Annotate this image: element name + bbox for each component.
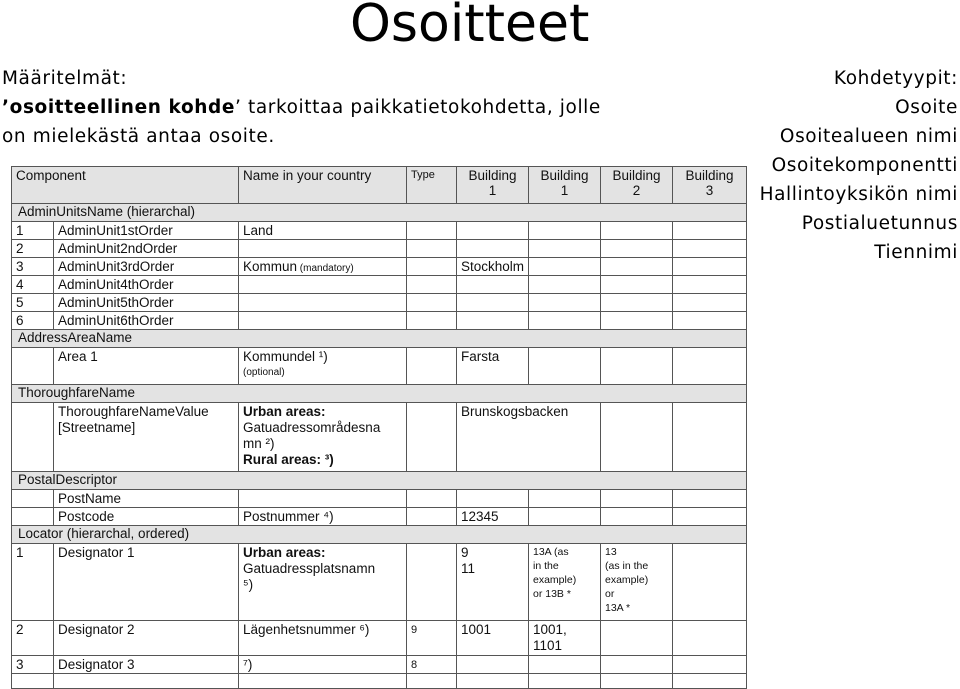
row-name: [239, 312, 407, 329]
table-row: [12, 403, 747, 472]
row-building-3: [673, 348, 747, 384]
address-components-table: [11, 166, 747, 689]
table-row: [12, 621, 747, 656]
row-name: [239, 674, 407, 688]
row-building-1b: [529, 312, 601, 329]
row-building-1a: [457, 276, 529, 293]
page-title: Osoitteet: [350, 0, 590, 54]
row-building-1b: [529, 240, 601, 257]
table-row: [12, 674, 747, 689]
row-component: Designator 1: [54, 544, 239, 620]
row-name-text: Gatuadressområdesna mn ²): [243, 420, 381, 451]
row-name: [239, 403, 407, 471]
row-building-2: [601, 276, 673, 293]
row-number: 1: [12, 544, 54, 620]
feature-types-label: Kohdetyypit:: [833, 68, 958, 89]
row-name: [239, 544, 407, 620]
feature-types-list: [738, 64, 958, 267]
definitions-label: Määritelmät:: [2, 68, 128, 89]
row-component: AdminUnit3rdOrder: [54, 258, 239, 275]
row-component: AdminUnit5thOrder: [54, 294, 239, 311]
header-type: Type: [407, 167, 457, 203]
row-building-3: [673, 656, 747, 673]
table-row: [12, 544, 747, 621]
row-building-2: [601, 656, 673, 673]
row-building-1b: [529, 348, 601, 384]
row-building-3: [673, 403, 747, 471]
row-number: [12, 508, 54, 525]
row-component: Designator 3: [54, 656, 239, 673]
row-name: [239, 490, 407, 507]
row-name-text: Kommun: [243, 259, 298, 274]
header-building-2: Building 2: [601, 167, 673, 203]
section-row-thoroughfare: [12, 385, 747, 403]
row-building-1a: [457, 656, 529, 673]
feature-type-item: Osoitealueen nimi: [779, 126, 958, 147]
row-building-2: [601, 490, 673, 507]
row-number: 6: [12, 312, 54, 329]
table-row: [12, 312, 747, 330]
definitions-block: [2, 64, 702, 151]
row-building-2: [601, 312, 673, 329]
row-building-2: [601, 240, 673, 257]
header-building-3: Building 3: [673, 167, 747, 203]
row-type: [407, 544, 457, 620]
header-building-1a: Building 1: [457, 167, 529, 203]
row-number: [12, 403, 54, 471]
row-name: [239, 348, 407, 384]
row-component: PostName: [54, 490, 239, 507]
row-component: Area 1: [54, 348, 239, 384]
row-building-1b: 1001, 1101: [529, 621, 601, 655]
row-number: 5: [12, 294, 54, 311]
row-building-1b: [529, 258, 601, 275]
row-building-1a: [457, 222, 529, 239]
section-row-postal: [12, 472, 747, 490]
definition-term: ’osoitteellinen kohde: [2, 97, 236, 118]
row-name-text: Kommundel ¹): [243, 349, 328, 364]
row-building-1b: [529, 294, 601, 311]
row-building-1a: 9 11: [457, 544, 529, 620]
definition-text-1: ’ tarkoittaa paikkatietokohdetta, jolle: [235, 97, 601, 118]
row-building-1a: Stockholm: [457, 258, 529, 275]
row-building-3: [673, 312, 747, 329]
row-name-text: Gatuadressplatsnamn ⁵): [243, 561, 376, 592]
row-number: 3: [12, 258, 54, 275]
row-building-1b: [529, 276, 601, 293]
row-name: [239, 240, 407, 257]
row-number: 3: [12, 656, 54, 673]
row-type: [407, 222, 457, 239]
table-row: [12, 348, 747, 385]
row-component: [54, 674, 239, 688]
row-name-heading: Urban areas:: [243, 545, 326, 560]
row-building-1a: 12345: [457, 508, 529, 525]
row-number: 4: [12, 276, 54, 293]
row-building-1a: 1001: [457, 621, 529, 655]
header-name: Name in your country: [239, 167, 407, 203]
row-building-1a: Farsta: [457, 348, 529, 384]
row-building-1b: 13A (as in the example) or 13B *: [529, 544, 601, 620]
row-component: Postcode: [54, 508, 239, 525]
table-row: [12, 490, 747, 508]
row-type: [407, 294, 457, 311]
row-name-heading: Rural areas: ³): [243, 452, 334, 467]
row-component: Designator 2: [54, 621, 239, 655]
row-building-1a: [457, 674, 529, 688]
section-row-admin: [12, 204, 747, 222]
row-building-1b: [529, 656, 601, 673]
feature-type-item: Postialuetunnus: [801, 213, 958, 234]
row-building-3: [673, 276, 747, 293]
row-number: [12, 348, 54, 384]
row-type: [407, 508, 457, 525]
row-building-1b: [529, 508, 601, 525]
row-name: [239, 294, 407, 311]
feature-type-item: Osoite: [895, 97, 958, 118]
row-building-2: [601, 258, 673, 275]
row-component: AdminUnit2ndOrder: [54, 240, 239, 257]
row-building-3: [673, 544, 747, 620]
row-type: [407, 312, 457, 329]
feature-type-item: Hallintoyksikön nimi: [759, 184, 958, 205]
row-building-1a: [457, 240, 529, 257]
row-number: [12, 674, 54, 688]
section-locator-label: Locator (hierarchal, ordered): [12, 526, 747, 543]
row-name: Land: [239, 222, 407, 239]
row-building-1a: Brunskogsbacken: [457, 403, 601, 471]
section-admin-label: AdminUnitsName (hierarchal): [12, 204, 747, 221]
row-component: AdminUnit6thOrder: [54, 312, 239, 329]
row-number: 2: [12, 621, 54, 655]
row-building-2: [601, 348, 673, 384]
section-row-locator: [12, 526, 747, 544]
row-name: ⁷): [239, 656, 407, 673]
row-building-1b: [529, 674, 601, 688]
header-building-1b: Building 1: [529, 167, 601, 203]
row-component: ThoroughfareNameValue [Streetname]: [54, 403, 239, 471]
table-row: [12, 294, 747, 312]
feature-type-item: Osoitekomponentti: [771, 155, 958, 176]
table-row: [12, 240, 747, 258]
row-component: AdminUnit4thOrder: [54, 276, 239, 293]
section-area-label: AddressAreaName: [12, 330, 747, 347]
row-building-2: 13 (as in the example) or 13A *: [601, 544, 673, 620]
table-row: [12, 656, 747, 674]
row-building-1a: [457, 294, 529, 311]
row-component: AdminUnit1stOrder: [54, 222, 239, 239]
row-type: [407, 674, 457, 688]
row-type: [407, 403, 457, 471]
definition-text-2: on mielekästä antaa osoite.: [2, 126, 275, 147]
row-building-3: [673, 240, 747, 257]
section-row-area: [12, 330, 747, 348]
row-type: [407, 490, 457, 507]
row-name-note: (optional): [243, 367, 285, 378]
row-building-2: [601, 294, 673, 311]
row-name-heading: Urban areas:: [243, 404, 326, 419]
row-type: 8: [407, 656, 457, 673]
row-name: [239, 276, 407, 293]
row-building-2: [601, 674, 673, 688]
feature-type-item: Tiennimi: [874, 242, 958, 263]
row-number: [12, 490, 54, 507]
table-row: [12, 222, 747, 240]
table-row: [12, 508, 747, 526]
row-name: Postnummer ⁴): [239, 508, 407, 525]
row-number: 2: [12, 240, 54, 257]
row-building-2: [601, 508, 673, 525]
table-header-row: [12, 167, 747, 204]
row-building-3: [673, 294, 747, 311]
row-type: [407, 276, 457, 293]
row-building-3: [673, 621, 747, 655]
row-type: [407, 348, 457, 384]
row-number: 1: [12, 222, 54, 239]
row-building-3: [673, 508, 747, 525]
row-building-1b: [529, 490, 601, 507]
row-name: [239, 258, 407, 275]
row-building-1a: [457, 490, 529, 507]
row-type: 9: [407, 621, 457, 655]
row-building-1b: [529, 222, 601, 239]
row-building-3: [673, 222, 747, 239]
row-building-3: [673, 490, 747, 507]
row-building-2: [601, 621, 673, 655]
row-name: Lägenhetsnummer ⁶): [239, 621, 407, 655]
row-building-2: [601, 403, 673, 471]
row-building-2: [601, 222, 673, 239]
definition-line-1: [2, 93, 702, 122]
section-thoroughfare-label: ThoroughfareName: [12, 385, 747, 402]
row-type: [407, 240, 457, 257]
header-component: Component: [12, 167, 239, 203]
section-postal-label: PostalDescriptor: [12, 472, 747, 489]
row-building-3: [673, 258, 747, 275]
row-building-3: [673, 674, 747, 688]
row-type: [407, 258, 457, 275]
table-row: [12, 276, 747, 294]
row-name-note: (mandatory): [297, 263, 354, 274]
table-row: [12, 258, 747, 276]
row-building-1a: [457, 312, 529, 329]
